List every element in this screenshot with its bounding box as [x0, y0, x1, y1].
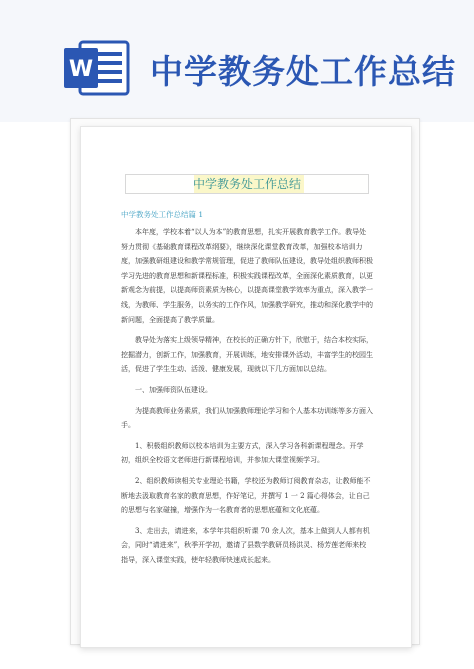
section-heading: 一、加强师资队伍建设。 — [135, 385, 212, 394]
document-subtitle: 中学教务处工作总结篇 1 — [121, 210, 204, 219]
paragraph: 2、组织教师读相关专业理论书籍，学校还为教师订阅教育杂志，让教师能不断地去汲取教育名家的教育思想，作好笔记，并撰写 1 一 2 篇心得体会，让自己的思想与名家碰撞，增强作为一名教育者的思想底蕴和文化底蕴。 — [121, 476, 371, 515]
document-title-box — [125, 174, 369, 194]
svg-text:W: W — [68, 57, 94, 82]
document-body — [121, 225, 373, 567]
paragraph: 本年度，学校本着“以人为本”的教育思想，扎实开展教育教学工作。教导处努力贯彻《基础教育课程改革纲要》，继续深化课堂教育改革，加强校本培训力度，加强教研组建设和教学常规管理，促进了教师队伍建设，教导处组织教师积极学习先进的教育思想和新课程标准，积极实践课程改革，全面深化素质教育，以更新观念为前提，以提高师资素质为核心，以提高课堂教学效率为重点，深入教学一线，为教师、学生服务，以务实的工作作风，加强教学研究，推动和深化教学中的新问题，全面提高了教学质量。 — [121, 228, 373, 324]
paragraph: 1、积极组织教师以校本培训为主要方式，深入学习各科新课程理念。开学初，组织全校语文老师进行新课程培训，并参加大课堂视频学习。 — [121, 441, 364, 465]
paragraph: 为提高教师业务素质，我们从加强教师理论学习和个人基本功训练等多方面入手。 — [121, 406, 373, 430]
paragraph: 3、走出去，请进来，本学年共组织听课 70 余人次，基本上做到人人都有机会，同时“请进来”，秋季开学初，邀请了县数学教研员杨洪灵、杨芳莲老师来校指导，深入课堂实践，使年轻教师快速成长起来。 — [121, 526, 370, 564]
banner-title: 中学教务处工作总结 — [150, 52, 456, 91]
document-page — [80, 126, 412, 648]
banner — [0, 0, 474, 122]
document-title: 中学教务处工作总结 — [192, 177, 301, 191]
paragraph: 教导处为落实上级领导精神，在校长的正确方针下，欣慰于，结合本校实际，挖掘潜力，创新工作，加强教育，开展训练，地安排课外活动，丰富学生的校园生活，促进了学生生动、活泼、健康发展，现就以下几方面加以总结。 — [121, 336, 373, 374]
word-document-icon — [62, 40, 132, 96]
